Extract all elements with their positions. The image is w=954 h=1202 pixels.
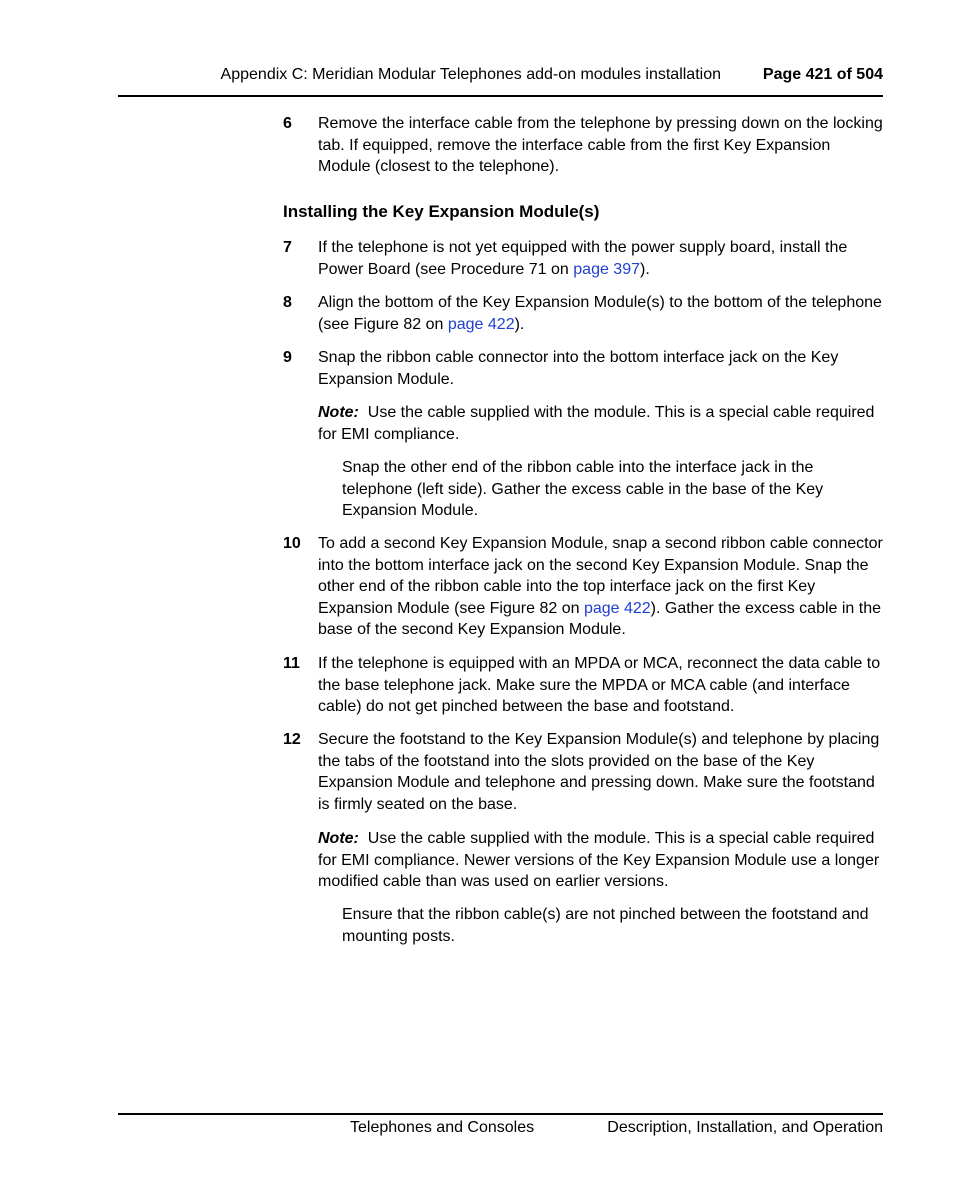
step-8	[283, 292, 885, 335]
footer-left: Telephones and Consoles	[350, 1119, 535, 1136]
note-2	[318, 828, 883, 893]
step-number: 12	[283, 731, 301, 748]
step-number: 7	[283, 239, 292, 256]
page-link[interactable]: page 397	[573, 260, 640, 278]
step-text: If the telephone is equipped with an MPDA or MCA, reconnect the data cable to the base telephone jack. Make sure the MPDA or MCA cable (and interface cable) do not get pinched between the base and footstand.	[318, 655, 881, 716]
step-9	[283, 347, 885, 390]
page-header	[118, 66, 883, 86]
section-heading: Installing the Key Expansion Module(s)	[283, 202, 600, 221]
note-label: Note:	[318, 404, 359, 421]
step-number: 11	[283, 655, 300, 672]
step-text: Remove the interface cable from the telephone by pressing down on the locking tab. If equipped, remove the interface cable from the first Key Expansion Module (closest to the telephone).	[318, 115, 883, 176]
step-text: Snap the ribbon cable connector into the bottom interface jack on the Key Expansion Module.	[318, 349, 839, 388]
note-label: Note:	[318, 830, 359, 847]
step-number: 9	[283, 349, 292, 366]
step-number: 8	[283, 294, 292, 311]
page-link[interactable]: page 422	[583, 599, 651, 617]
page-link[interactable]: page 422	[447, 315, 515, 333]
step-text: If the telephone is not yet equipped with the power supply board, install the Power Board (see Procedure 71 on page 397).	[318, 239, 848, 278]
footer-rule	[118, 1113, 883, 1115]
step-text: To add a second Key Expansion Module, snap a second ribbon cable connector into the bottom interface jack on the second Key Expansion Module. Snap the other end of the ribbon cable into the top interface jack on the first Key Expansion Module (see Figure 82 on page 422). Gather the excess cable in the base of the second Key Expansion Module.	[318, 535, 883, 639]
step-number: 6	[283, 115, 292, 132]
note-text: Use the cable supplied with the module. This is a special cable required for EMI compliance. Newer versions of the Key Expansion Module use a longer modified cable than was used on earlier versions.	[318, 830, 880, 891]
note-1	[318, 402, 883, 445]
step-11	[283, 653, 885, 718]
substep-1: Snap the other end of the ribbon cable into the interface jack in the telephone (left side). Gather the excess cable in the base of the Key Expansion Module.	[342, 459, 824, 520]
step-7	[283, 237, 885, 280]
page-number: Page 421 of 504	[762, 66, 883, 83]
step-12	[283, 729, 885, 815]
step-6	[283, 113, 885, 178]
step-text: Align the bottom of the Key Expansion Module(s) to the bottom of the telephone (see Figure 82 on page 422).	[318, 294, 882, 333]
header-title: Appendix C: Meridian Modular Telephones add-on modules installation	[220, 66, 721, 83]
step-10	[283, 533, 885, 641]
step-text: Secure the footstand to the Key Expansion Module(s) and telephone by placing the tabs of the footstand into the slots provided on the base of the Key Expansion Module and telephone and pressing down. Make sure the footstand is firmly seated on the base.	[318, 731, 880, 813]
note-text: Use the cable supplied with the module. This is a special cable required for EMI compliance.	[318, 404, 875, 443]
substep-2: Ensure that the ribbon cable(s) are not pinched between the footstand and mounting posts.	[342, 906, 869, 945]
header-rule	[118, 95, 883, 97]
footer-right: Description, Installation, and Operation	[607, 1119, 883, 1136]
step-number: 10	[283, 535, 301, 552]
